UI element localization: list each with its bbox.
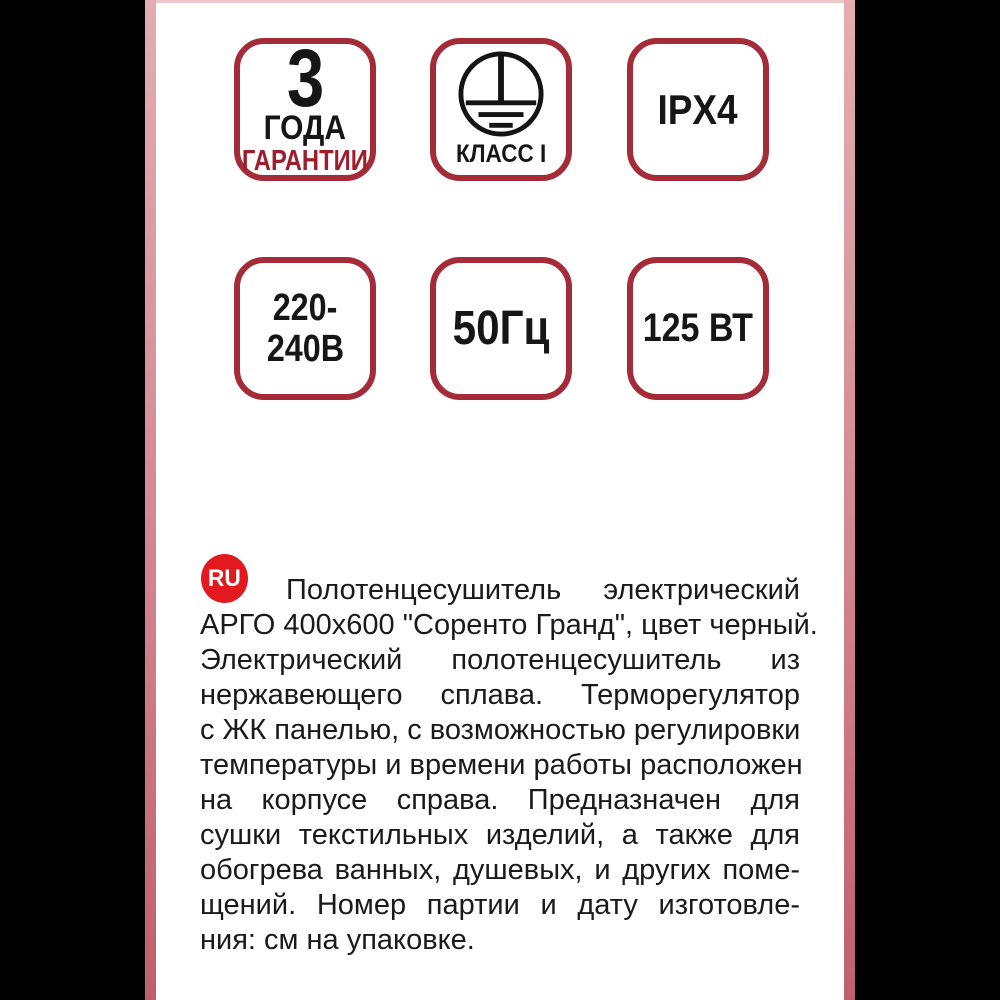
warranty-years-unit: ГОДА [263,109,347,147]
warranty-label: ГАРАНТИИ [242,145,369,177]
description-line: сушки текстильных изделий, а также для [200,819,800,851]
badge-power [627,257,769,400]
badge-voltage [234,257,376,400]
description-line: Полотенцесушитель электрический [286,574,800,606]
description-line: обогрева ванных, душевых, и других поме- [200,854,800,886]
badge-ipx4 [627,38,769,181]
description-line: АРГО 400х600 "Соренто Гранд", цвет черный. [200,609,818,641]
frequency-label: 50Гц [452,302,550,355]
badge-frequency [430,257,572,400]
ru-language-label: RU [208,564,241,592]
top-pink-line [156,0,844,3]
description-line: на корпусе справа. Предназначен для [200,784,800,816]
protective-earth-class1-icon [457,50,545,138]
description-line: с ЖК панелью, с возможностью регулировки [200,714,801,746]
description-line: ния: см на упаковке. [200,924,475,956]
description-line: температуры и времени работы расположен [200,749,803,781]
badge-warranty [234,33,376,181]
left-pink-strip [145,0,156,1000]
voltage-line1: 220- [272,286,338,329]
right-pink-strip [844,0,855,1000]
right-black-band [855,0,1000,1000]
description-line: Электрический полотенцесушитель из [200,644,800,676]
description-line: нержавеющего сплава. Терморегулятор [200,679,800,711]
badge-protection-class [430,38,572,181]
warranty-years-value: 3 [287,33,323,124]
power-label: 125 ВТ [642,306,754,350]
left-black-band [0,0,145,1000]
protection-class-label: КЛАСС I [455,140,547,168]
ipx4-label: IPX4 [657,85,739,133]
description-line: щений. Номер партии и дату изготовле- [200,889,800,921]
product-description [200,573,818,958]
voltage-line2: 240В [266,327,344,370]
